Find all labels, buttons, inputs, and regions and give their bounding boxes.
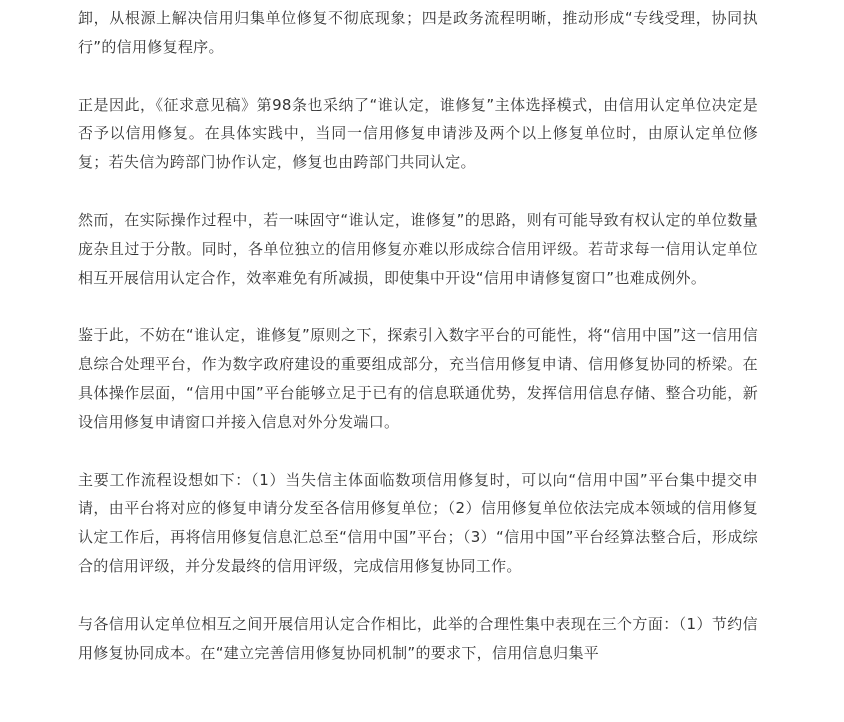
paragraph-gap (78, 437, 758, 466)
article-body (78, 0, 758, 667)
paragraph-1: 卸，从根源上解决信用归集单位修复不彻底现象；四是政务流程明晰，推动形成“专线受理，协同执行”的信用修复程序。 (78, 9, 758, 56)
paragraph-gap (78, 177, 758, 206)
paragraph-4: 鉴于此，不妨在“谁认定，谁修复”原则之下，探索引入数字平台的可能性，将“信用中国”这一信用信息综合处理平台，作为数字政府建设的重要组成部分，充当信用修复申请、信用修复协同的桥梁。在具体操作层面，“信用中国”平台能够立足于已有的信息联通优势，发挥信用信息存储、整合功能，新设信用修复申请窗口并接入信息对外分发端口。 (78, 326, 758, 431)
paragraph-gap (78, 62, 758, 91)
paragraph-3: 然而，在实际操作过程中，若一味固守“谁认定，谁修复”的思路，则有可能导致有权认定的单位数量庞杂且过于分散。同时，各单位独立的信用修复亦难以形成综合信用评级。若苛求每一信用认定单位相互开展信用认定合作，效率难免有所减损，即使集中开设“信用申请修复窗口”也难成例外。 (78, 210, 758, 287)
paragraph-6: 与各信用认定单位相互之间开展信用认定合作相比，此举的合理性集中表现在三个方面：（1）节约信用修复协同成本。在“建立完善信用修复协同机制”的要求下，信用信息归集平 (78, 614, 758, 662)
paragraph-gap (78, 292, 758, 321)
paragraph-gap (78, 581, 758, 610)
paragraph-2: 正是因此，《征求意见稿》第98条也采纳了“谁认定，谁修复”主体选择模式，由信用认定单位决定是否予以信用修复。在具体实践中，当同一信用修复申请涉及两个以上修复单位时，由原认定单位修复；若失信为跨部门协作认定，修复也由跨部门共同认定。 (78, 95, 758, 172)
paragraph-5: 主要工作流程设想如下：（1）当失信主体面临数项信用修复时，可以向“信用中国”平台集中提交申请，由平台将对应的修复申请分发至各信用修复单位；（2）信用修复单位依法完成本领域的信用修复认定工作后，再将信用修复信息汇总至“信用中国”平台；（3）“信用中国”平台经算法整合后，形成综合的信用评级，并分发最终的信用评级，完成信用修复协同工作。 (78, 470, 758, 575)
